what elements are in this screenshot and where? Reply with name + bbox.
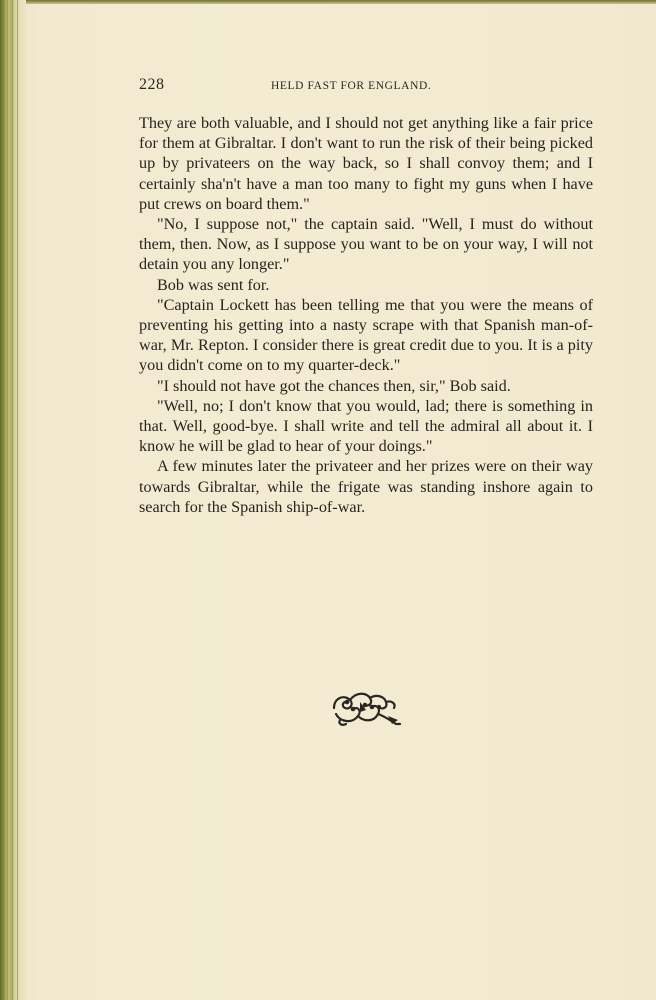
page-top-edge: [0, 0, 656, 4]
page-number: 228: [139, 76, 165, 93]
paragraph: "No, I suppose not," the captain said. "Well, I must do without them, then. Now, as I suppose you want to be on your way, I will not detain you any longer.": [139, 215, 593, 274]
floral-tailpiece-icon: [326, 686, 406, 730]
paragraph: "I should not have got the chances then, sir," Bob said.: [157, 376, 511, 395]
body-text: [139, 113, 593, 517]
spine-line: [7, 0, 8, 1000]
paragraph: Bob was sent for.: [157, 275, 270, 294]
paragraph: They are both valuable, and I should not get anything like a fair price for them at Gibraltar. I don't want to run the risk of their being picked up by privateers on the way back, so I shall convoy them; and I certainly sha'n't have a man too many to fight my guns when I have put crews on board them.": [139, 114, 593, 213]
spine-line: [12, 0, 13, 1000]
book-spine: [0, 0, 26, 1000]
paragraph: "Captain Lockett has been telling me that you were the means of preventing his getting into a nasty scrape with that Spanish man-of-war, Mr. Repton. I consider there is great credit due to you. It is a pity you didn't come on to my quarter-deck.": [139, 295, 593, 375]
paragraph: A few minutes later the privateer and her prizes were on their way towards Gibraltar, while the frigate was standing inshore again to search for the Spanish ship-of-war.: [139, 457, 593, 516]
spine-line: [17, 0, 18, 1000]
running-head: HELD FAST FOR ENGLAND.: [271, 80, 432, 92]
spine-line: [3, 0, 4, 1000]
paragraph: "Well, no; I don't know that you would, lad; there is something in that. Well, good-bye. I shall write and tell the admiral all about it. I know he will be glad to hear of your doings.": [139, 396, 593, 456]
page-header: [139, 76, 593, 100]
